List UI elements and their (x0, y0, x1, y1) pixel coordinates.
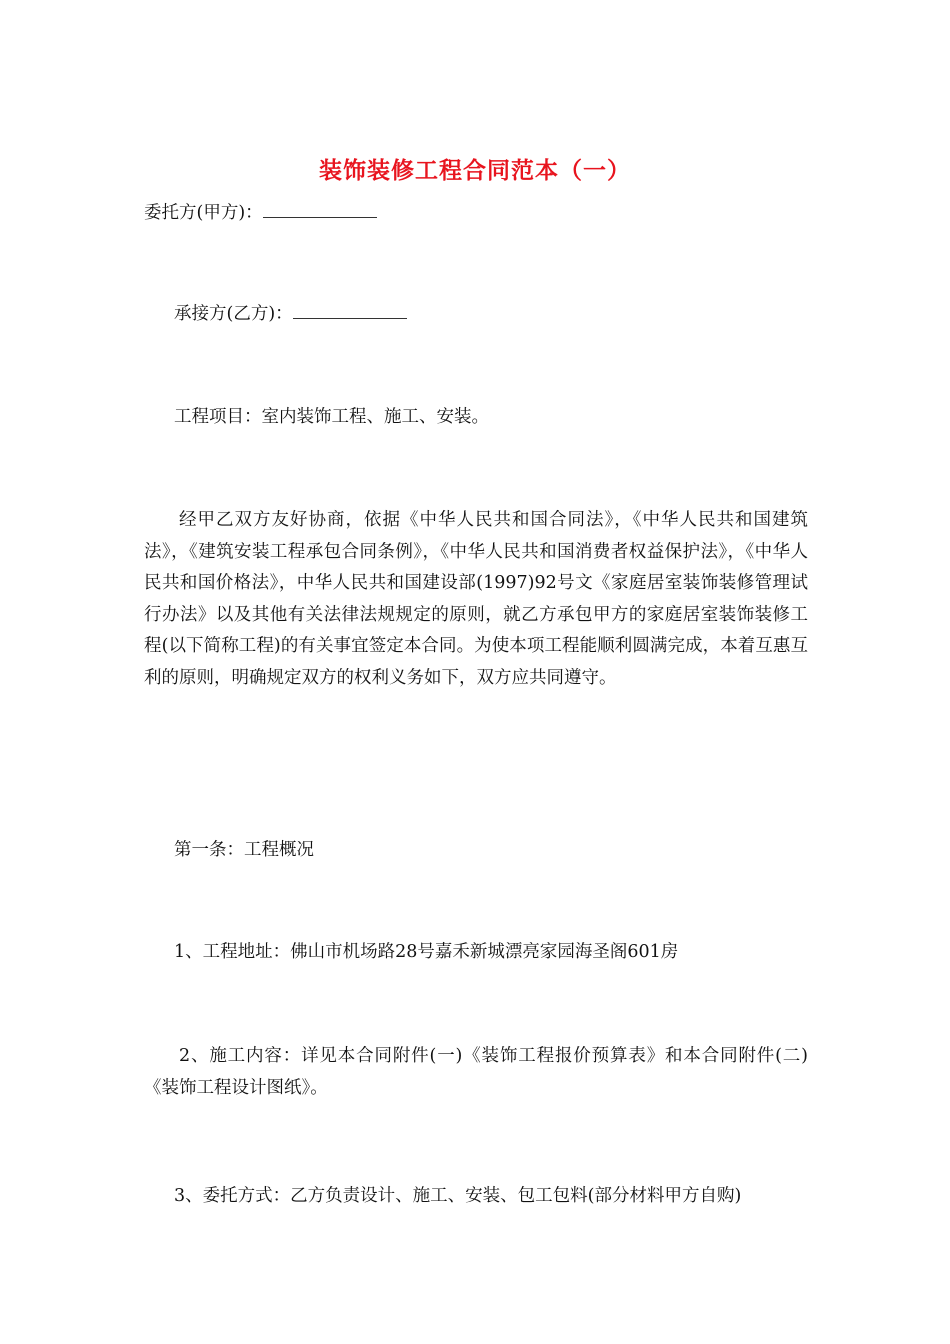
article1-item2: 2、施工内容：详见本合同附件(一)《装饰工程报价预算表》和本合同附件(二)《装饰工程设计图纸》。 (144, 1046, 808, 1098)
party-a-blank (263, 203, 377, 218)
article1-heading: 第一条：工程概况 (174, 840, 314, 860)
document-title: 装饰装修工程合同范本（一） (319, 157, 631, 184)
preamble-paragraph: 经甲乙双方友好协商，依据《中华人民共和国合同法》，《中华人民共和国建筑法》，《建筑安装工程承包合同条例》，《中华人民共和国消费者权益保护法》，《中华人民共和国价格法》，中华人民共和国建设部(1997)92号文《家庭居室装饰装修管理试行办法》以及其他有关法律法规规定的原则，就乙方承包甲方的家庭居室装饰装修工程(以下简称工程)的有关事宜签定本合同。为使本项工程能顺利圆满完成，本着互惠互利的原则，明确规定双方的权利义务如下，双方应共同遵守。 (144, 510, 808, 688)
article1-item3: 3、委托方式：乙方负责设计、施工、安装、包工包料(部分材料甲方自购) (174, 1186, 742, 1206)
party-b-line (174, 302, 407, 326)
article1-item1: 1、工程地址：佛山市机场路28号嘉禾新城漂亮家园海圣阁601房 (174, 942, 679, 962)
project-line: 工程项目：室内装饰工程、施工、安装。 (174, 407, 489, 427)
party-b-blank (293, 304, 407, 319)
party-a-line (144, 201, 377, 225)
party-b-label: 承接方(乙方)： (174, 304, 293, 324)
party-a-label: 委托方(甲方)： (144, 203, 263, 223)
